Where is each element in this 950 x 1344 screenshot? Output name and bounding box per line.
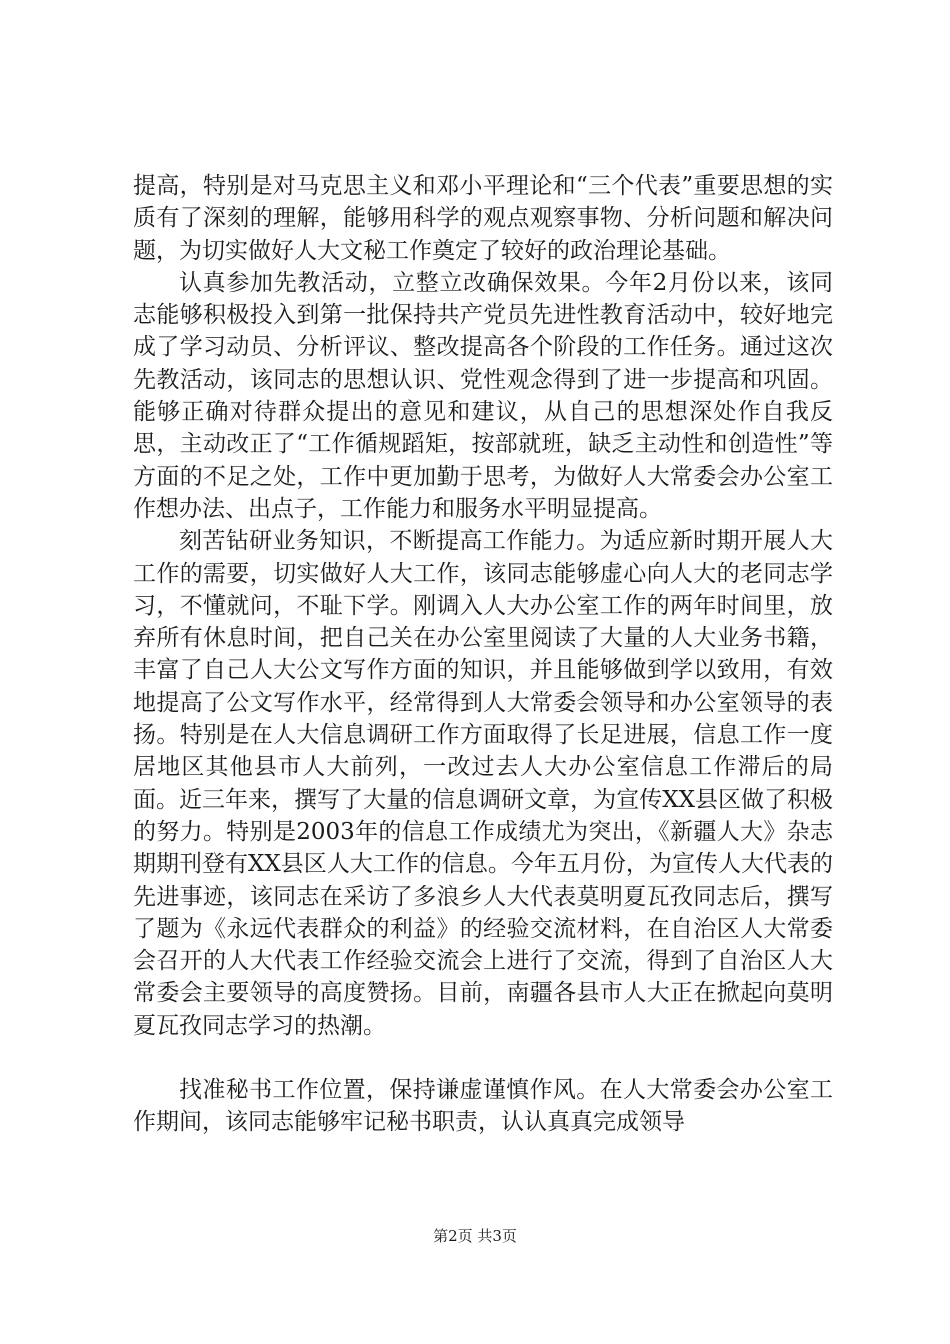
paragraph-xianjiao-activity: 认真参加先教活动，立整立改确保效果。今年2月份以来，该同志能够积极投入到第一批保持共产党员先进性教育活动中，较好地完成了学习动员、分析评议、整改提高各个阶段的工作任务。通过这次先教活动，该同志的思想认识、党性观念得到了进一步提高和巩固。能够正确对待群众提出的意见和建议，从自己的思想深处作自我反思，主动改正了“工作循规蹈矩，按部就班，缺乏主动性和创造性”等方面的不足之处，工作中更加勤于思考，为做好人大常委会办公室工作想办法、出点子，工作能力和服务水平明显提高。 bbox=[133, 269, 833, 522]
page-number-label: 第2页 共3页 bbox=[433, 1227, 517, 1245]
paragraph-secretary-work: 找准秘书工作位置，保持谦虚谨慎作风。在人大常委会办公室工作期间，该同志能够牢记秘书职责，认认真真完成领导 bbox=[133, 1077, 833, 1136]
paragraph-continuation: 提高，特别是对马克思主义和邓小平理论和“三个代表”重要思想的实质有了深刻的理解，能够用科学的观点观察事物、分析问题和解决问题，为切实做好人大文秘工作奠定了较好的政治理论基础。 bbox=[133, 173, 833, 264]
paragraph-business-study: 刻苦钻研业务知识，不断提高工作能力。为适应新时期开展人大工作的需要，切实做好人大工作，该同志能够虚心向人大的老同志学习，不懂就问，不耻下学。刚调入人大办公室工作的两年时间里，放弃所有休息时间，把自己关在办公室里阅读了大量的人大业务书籍，丰富了自己人大公文写作方面的知识，并且能够做到学以致用，有效地提高了公文写作水平，经常得到人大常委会领导和办公室领导的表扬。特别是在人大信息调研工作方面取得了长足进展，信息工作一度居地区其他县市人大前列，一改过去人大办公室信息工作滞后的局面。近三年来，撰写了大量的信息调研文章，为宣传XX县区做了积极的努力。特别是2003年的信息工作成绩尤为突出，《新疆人大》杂志期期刊登有XX县区人大工作的信息。今年五月份，为宣传人大代表的先进事迹，该同志在采访了多浪乡人大代表莫明夏瓦孜同志后，撰写了题为《永远代表群众的利益》的经验交流材料，在自治区人大常委会召开的人大代表工作经验交流会上进行了交流，得到了自治区人大常委会主要领导的高度赞扬。目前，南疆各县市人大正在掀起向莫明夏瓦孜同志学习的热潮。 bbox=[133, 528, 833, 1039]
document-body bbox=[133, 170, 833, 1139]
page-footer bbox=[0, 1225, 950, 1246]
